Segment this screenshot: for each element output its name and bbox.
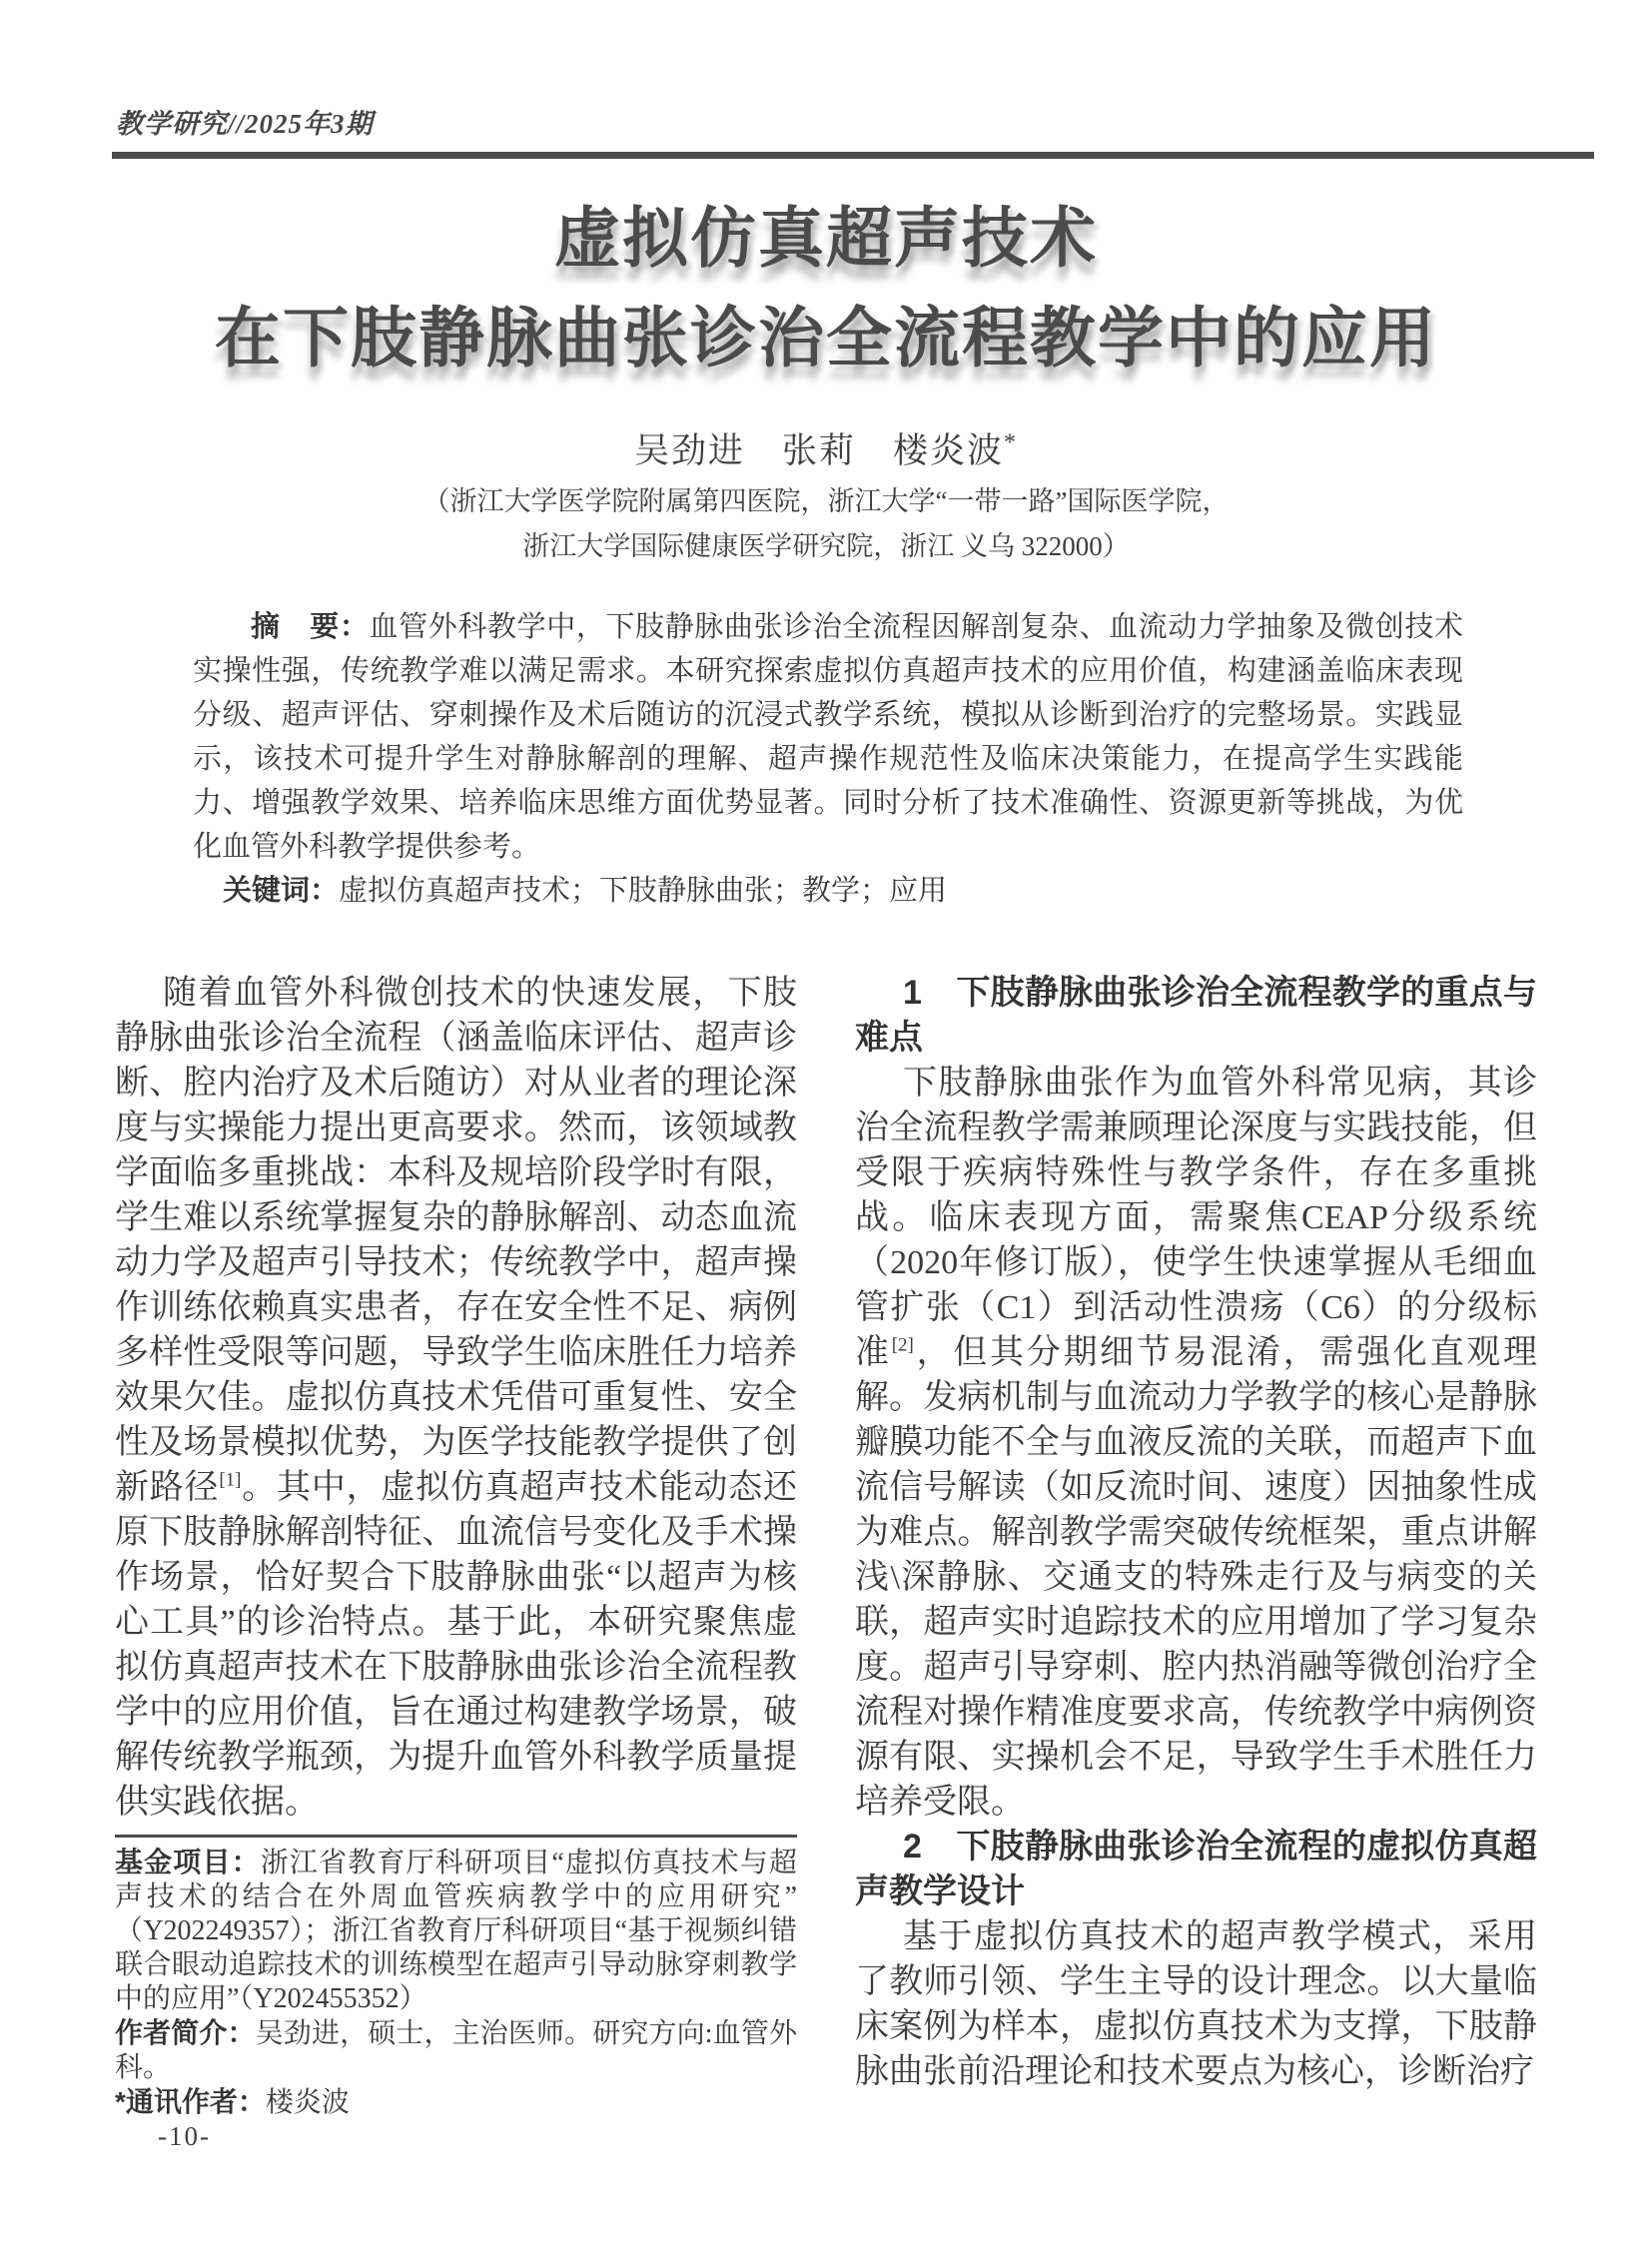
section-2-paragraph: 基于虚拟仿真技术的超声教学模式，采用了教师引领、学生主导的设计理念。以大量临床案例为样本，虚拟仿真技术为支撑，下肢静脉曲张前沿理论和技术要点为核心，诊断治疗 (855, 1918, 1537, 2090)
corresponding-label: *通讯作者： (115, 2086, 266, 2117)
article-title (0, 188, 1652, 387)
abstract-label: 摘 要： (251, 611, 370, 643)
authors-line (0, 423, 1652, 473)
fund-label: 基金项目： (115, 1847, 261, 1877)
intro-paragraph (115, 971, 797, 1825)
header-divider (112, 152, 1594, 159)
article-title-line2: 在下肢静脉曲张诊治全流程教学中的应用 (215, 301, 1437, 374)
journal-header: 教学研究//2025年3期 (116, 109, 374, 139)
corresponding-author-mark: * (1004, 429, 1018, 456)
keywords-text: 虚拟仿真超声技术；下肢静脉曲张；教学；应用 (339, 875, 948, 907)
footnote-divider (115, 1835, 797, 1838)
section-heading-1: 1 下肢静脉曲张诊治全流程教学的重点与难点 (855, 974, 1537, 1057)
author-bio-note (115, 2016, 797, 2085)
intro-text-after-ref: 。其中，虚拟仿真超声技术能动态还原下肢静脉解剖特征、血流信号变化及手术操作场景，恰好契合下肢静脉曲张“以超声为核心工具”的诊治特点。基于此，本研究聚焦虚拟仿真超声技术在下肢静脉曲张诊治全流程教学中的应用价值，旨在通过构建教学场景，破解传统教学瓶颈，为提升血管外科教学质量提供实践依据。 (115, 1469, 797, 1821)
page-number: -10- (158, 2121, 211, 2151)
abstract-text: 血管外科教学中，下肢静脉曲张诊治全流程因解剖复杂、血流动力学抽象及微创技术实操性强，传统教学难以满足需求。本研究探索虚拟仿真超声技术的应用价值，构建涵盖临床表现分级、超声评估、穿刺操作及术后随访的沉浸式教学系统，模拟从诊断到治疗的完整场景。实践显示，该技术可提升学生对静脉解剖的理解、超声操作规范性及临床决策能力，在提高学生实践能力、增强教学效果、培养临床思维方面优势显著。同时分析了技术准确性、资源更新等挑战，为优化血管外科教学提供参考。 (193, 611, 1463, 863)
corresponding-text: 楼炎波 (265, 2087, 350, 2118)
reference-marker-1: [1] (219, 1469, 242, 1491)
fund-text: 浙江省教育厅科研项目“虚拟仿真技术与超声技术的结合在外周血管疾病教学中的应用研究”（Y202249357）；浙江省教育厅科研项目“基于视频纠错联合眼动追踪技术的训练模型在超声引导动脉穿刺教学中的应用”（Y202455352） (115, 1848, 797, 2014)
affiliation-line2: 浙江大学国际健康医学研究院，浙江 义乌 322000） (522, 531, 1130, 561)
author-bio-text: 吴劲进，硕士，主治医师。研究方向:血管外科。 (115, 2018, 797, 2083)
abstract-block (193, 605, 1463, 913)
author-bio-label: 作者简介： (115, 2017, 256, 2048)
corresponding-note (115, 2085, 797, 2120)
section-heading-2: 2 下肢静脉曲张诊治全流程的虚拟仿真超声教学设计 (855, 1828, 1537, 1910)
keywords-paragraph (193, 869, 1463, 913)
affiliation (0, 479, 1652, 569)
section-1-paragraph (855, 1061, 1537, 1825)
section-1-text-after-ref: ，但其分期细节易混淆，需强化直观理解。发病机制与血流动力学教学的核心是静脉瓣膜功能不全与血液反流的关联，而超声下血流信号解读（如反流时间、速度）因抽象性成为难点。解剖教学需突破传统框架，重点讲解浅\深静脉、交通支的特殊走行及与病变的关联，超声实时追踪技术的应用增加了学习复杂度。超声引导穿刺、腔内热消融等微创治疗全流程对操作精准度要求高，传统教学中病例资源有限、实操机会不足，导致学生手术胜任力培养受限。 (855, 1334, 1538, 1821)
right-column (855, 971, 1537, 2120)
article-title-line1: 虚拟仿真超声技术 (554, 201, 1098, 275)
two-column-body (115, 971, 1537, 2120)
fund-note (115, 1846, 797, 2016)
section-1-text-before-ref: 下肢静脉曲张作为血管外科常见病，其诊治全流程教学需兼顾理论深度与实践技能，但受限于疾病特殊性与教学条件，存在多重挑战。临床表现方面，需聚焦CEAP分级系统（2020年修订版），使学生快速掌握从毛细血管扩张（C1）到活动性溃疡（C6）的分级标准 (855, 1065, 1537, 1371)
affiliation-line1: （浙江大学医学院附属第四医院，浙江大学“一带一路”国际医学院， (422, 486, 1230, 516)
left-column (115, 971, 797, 2120)
intro-text-before-ref: 随着血管外科微创技术的快速发展，下肢静脉曲张诊治全流程（涵盖临床评估、超声诊断、腔内治疗及术后随访）对从业者的理论深度与实操能力提出更高要求。然而，该领域教学面临多重挑战：本科及规培阶段学时有限，学生难以系统掌握复杂的静脉解剖、动态血流动力学及超声引导技术；传统教学中，超声操作训练依赖真实患者，存在安全性不足、病例多样性受限等问题，导致学生临床胜任力培养效果欠佳。虚拟仿真技术凭借可重复性、安全性及场景模拟优势，为医学技能教学提供了创新路径 (115, 975, 797, 1506)
abstract-paragraph (193, 605, 1463, 869)
keywords-label: 关键词： (223, 875, 340, 907)
reference-marker-2: [2] (891, 1334, 914, 1356)
author-names: 吴劲进 张莉 楼炎波 (633, 431, 1004, 470)
footnotes (115, 1846, 797, 2120)
